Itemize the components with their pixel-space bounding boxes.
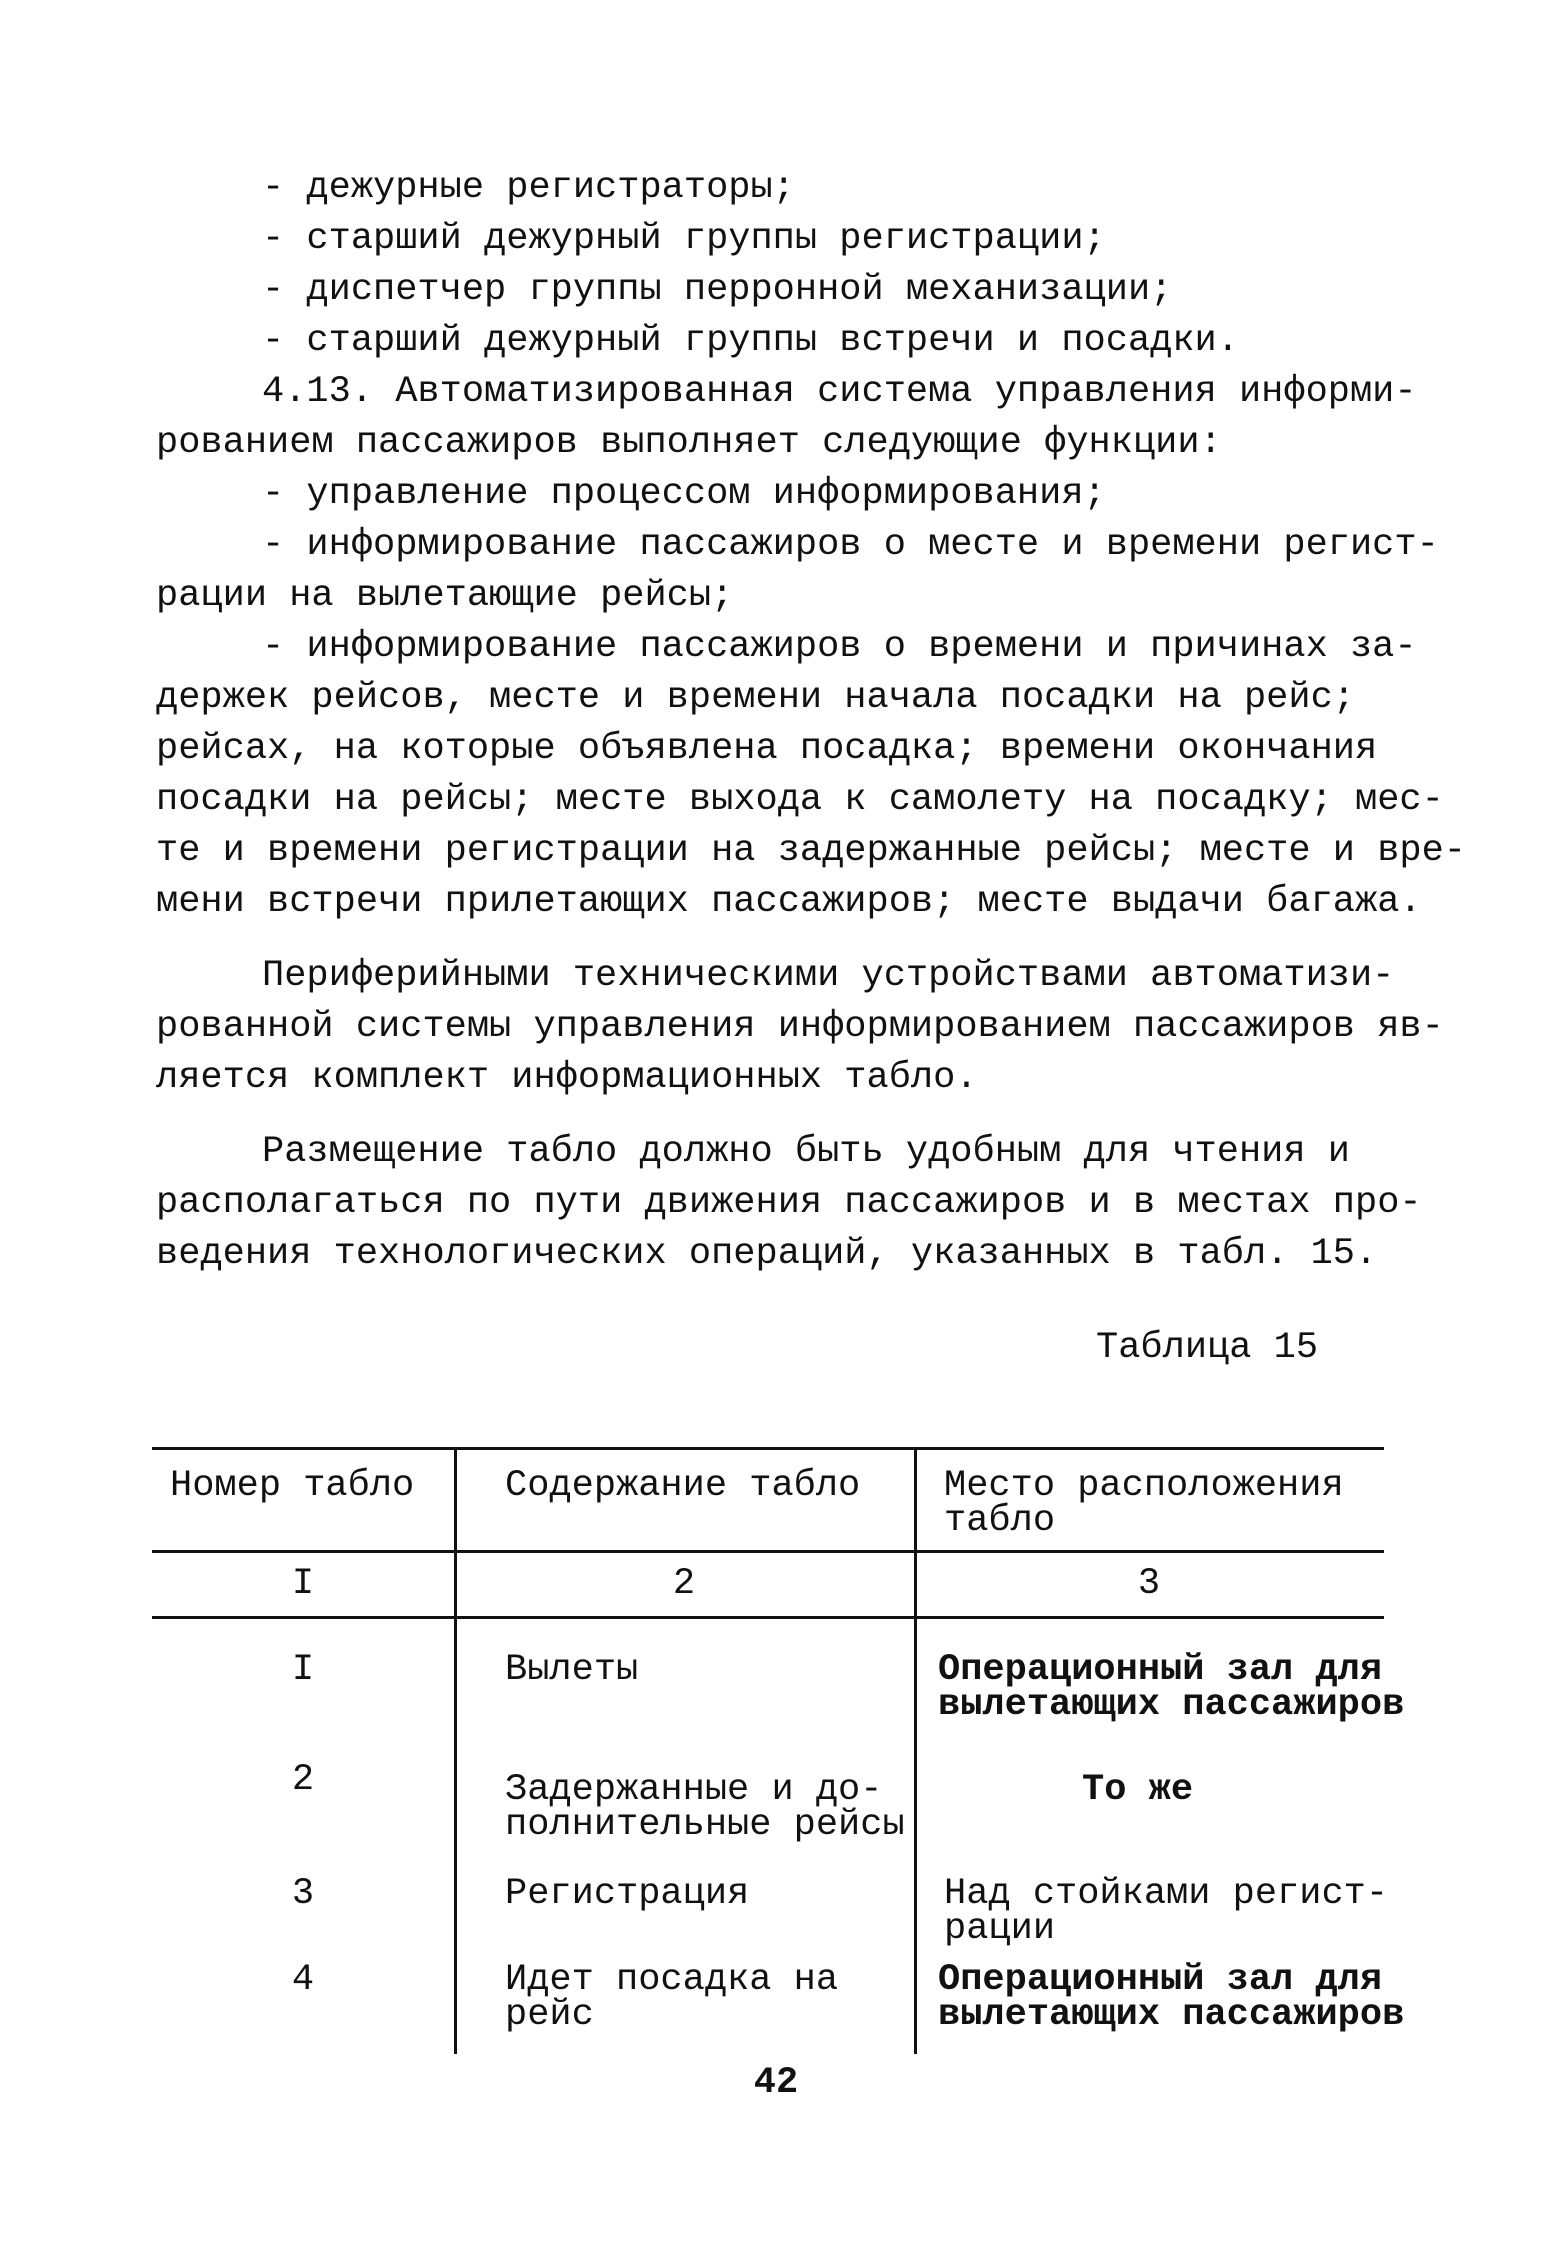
text-line: - диспетчер группы перронной механизации;: [262, 269, 1173, 311]
table-cell-number: I: [291, 1649, 315, 1691]
table-cell-number: 4: [291, 1959, 315, 2001]
table-cell-content: Вылеты: [505, 1649, 639, 1691]
text-line: держек рейсов, месте и времени начала посадки на рейс;: [156, 677, 1355, 719]
table-header-cell: Номер табло: [170, 1465, 415, 1507]
paragraph-line: Периферийными техническими устройствами автоматизи-: [262, 955, 1395, 997]
table-cell-content: Регистрация: [505, 1873, 750, 1915]
table-column-number: 2: [672, 1563, 696, 1605]
text-line: рованием пассажиров выполняет следующие функции:: [156, 422, 1222, 464]
table-cell-location: Над стойками регист- рации: [944, 1873, 1389, 1950]
table-column-divider: [914, 1447, 917, 2054]
table-cell-location: То же: [1082, 1769, 1194, 1811]
text-line: те и времени регистрации на задержанные рейсы; месте и вре-: [156, 830, 1467, 872]
text-line: рейсах, на которые объявлена посадка; времени окончания: [156, 728, 1378, 770]
section-heading-line: 4.13. Автоматизированная система управления информи-: [262, 371, 1417, 413]
paragraph-line: ведения технологических операций, указанных в табл. 15.: [156, 1233, 1378, 1275]
text-line: - старший дежурный группы регистрации;: [262, 218, 1106, 260]
table-top-rule: [152, 1447, 1384, 1450]
table-cell-number: 3: [291, 1873, 315, 1915]
table-numbers-rule: [152, 1616, 1384, 1619]
table-cell-number: 2: [291, 1759, 315, 1801]
table-column-number: I: [291, 1563, 315, 1605]
table-header-rule: [152, 1550, 1384, 1553]
table-header-cell: Содержание табло: [505, 1465, 861, 1507]
text-line: - управление процессом информирования;: [262, 473, 1106, 515]
text-line: - информирование пассажиров о месте и времени регист-: [262, 524, 1439, 566]
text-line: мени встречи прилетающих пассажиров; месте выдачи багажа.: [156, 881, 1422, 923]
table-cell-location: Операционный зал для вылетающих пассажиров: [938, 1649, 1405, 1726]
text-line: - дежурные регистраторы;: [262, 167, 795, 209]
table-cell-location: Операционный зал для вылетающих пассажиров: [938, 1959, 1405, 2036]
table-cell-content: Задержанные и до- полнительные рейсы: [505, 1769, 905, 1846]
table-cell-content: Идет посадка на рейс: [505, 1959, 839, 2036]
text-line: - информирование пассажиров о времени и причинах за-: [262, 626, 1417, 668]
table-column-number: 3: [1137, 1563, 1161, 1605]
table-caption: Таблица 15: [1096, 1327, 1319, 1369]
text-line: рации на вылетающие рейсы;: [156, 575, 734, 617]
paragraph-line: рованной системы управления информированием пассажиров яв-: [156, 1006, 1444, 1048]
paragraph-line: Размещение табло должно быть удобным для чтения и: [262, 1131, 1350, 1173]
page-number: 42: [753, 2062, 799, 2104]
paragraph-line: ляется комплект информационных табло.: [156, 1057, 978, 1099]
text-line: посадки на рейсы; месте выхода к самолету на посадку; мес-: [156, 779, 1444, 821]
table-header-cell: Место расположения табло: [944, 1465, 1344, 1542]
paragraph-line: располагаться по пути движения пассажиров и в местах про-: [156, 1182, 1422, 1224]
text-line: - старший дежурный группы встречи и посадки.: [262, 320, 1239, 362]
table-column-divider: [454, 1447, 457, 2054]
